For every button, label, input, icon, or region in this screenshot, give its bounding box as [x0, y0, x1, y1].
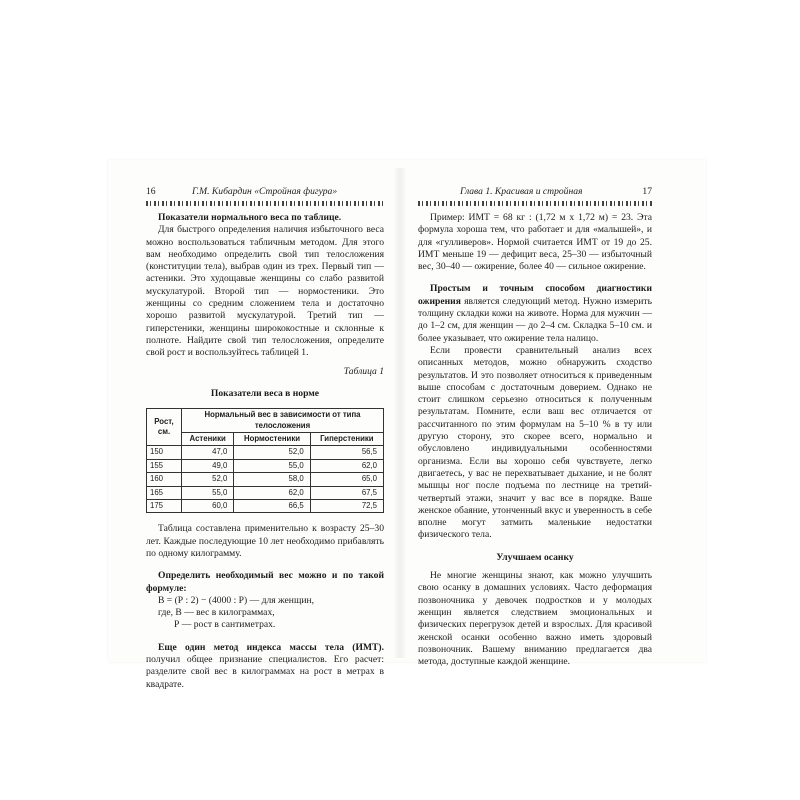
left-page	[146, 186, 384, 691]
table-cell-hypersthenic: 56,5	[310, 446, 383, 459]
formula-line-2: где, В — вес в килограммах,	[158, 607, 275, 619]
left-page-number: 16	[146, 186, 156, 197]
table-cell-asthenic: 55,0	[182, 486, 234, 499]
table-title: Показатели веса в норме	[210, 387, 320, 399]
table-cell-asthenic: 49,0	[182, 459, 234, 472]
right-paragraph-4: Не многие женщины знают, как можно улучшить свою осанку в домашних условиях. Часто деформация позвоночника у девочек подростков и у молодых женщин является следствием эмоциональных и физических перегрузок детей и взрослых. Для красивой женской осанки особенно важно иметь здоровый позвоночник. Вашему вниманию предлагается два метода, доступные каждой женщине.	[418, 570, 652, 668]
right-paragraph-2	[418, 283, 652, 344]
table-cell-asthenic: 52,0	[182, 473, 234, 486]
table-caption: Таблица 1	[343, 365, 384, 377]
left-heading-formula: Определить необходимый вес можно и по такой формуле:	[146, 570, 384, 594]
left-header-ornament	[146, 201, 384, 206]
table-cell-hypersthenic: 62,0	[310, 459, 383, 472]
formula-line-3: Р — рост в сантиметрах.	[174, 619, 276, 631]
table-header-group: Нормальный вес в зависимости от типа телосложения	[182, 409, 384, 433]
right-heading-posture: Улучшаем осанку	[496, 551, 574, 563]
left-paragraph-3-text: получил общее признание специалистов. Его расчет: разделите свой вес в килограммах на рост в метрах в квадрате.	[146, 654, 384, 690]
left-paragraph-3	[146, 642, 384, 691]
table-cell-height: 175	[147, 500, 182, 513]
table-cell-hypersthenic: 72,5	[310, 500, 383, 513]
table-header-hypersthenic: Гиперстеники	[310, 432, 383, 445]
left-running-head	[146, 186, 384, 198]
table-cell-normosthenic: 58,0	[234, 473, 310, 486]
weight-formula	[158, 595, 384, 632]
table-header-height: Рост, см.	[147, 409, 182, 446]
left-heading-normal-weight: Показатели нормального веса по таблице.	[158, 212, 342, 223]
right-paragraph-3: Если провести сравнительный анализ всех описанных методов, можно обнаружить сходство результатов. И это позволяет относиться к приведенным выше способам с достаточным доверием. Однако не стоит слишком серьезно относиться к полученным результатам. Помните, если ваш вес отличается от рассчитанного по этим формулам на 5–10 % в ту или другую сторону, это скорее всего, нормально и обусловлено индивидуальными особенностями организма. Если вы хорошо себя чувствуете, легко двигаетесь, у вас не перехватывает дыхание, и не болят мышцы ног после подъема по лестнице на третий-четвертый этажи, значит у вас все в порядке. Ваше женское обаяние, утонченный вкус и уверенность в себе вполне могут затмить маленькие недостатки физического тела.	[418, 344, 652, 541]
table-cell-normosthenic: 62,0	[234, 486, 310, 499]
table-cell-hypersthenic: 67,5	[310, 486, 383, 499]
table-header-asthenic: Астеники	[182, 432, 234, 445]
right-header-ornament	[418, 201, 652, 206]
left-heading-bmi: Еще один метод индекса массы тела (ИМТ).	[158, 641, 384, 653]
table-cell-normosthenic: 55,0	[234, 459, 310, 472]
right-running-head	[418, 186, 652, 198]
right-running-title: Глава 1. Красивая и стройная	[460, 186, 583, 197]
table-row	[147, 459, 384, 472]
table-cell-normosthenic: 66,5	[234, 500, 310, 513]
table-cell-hypersthenic: 65,0	[310, 473, 383, 486]
table-row	[147, 446, 384, 459]
book-gutter	[393, 168, 407, 658]
table-cell-height: 160	[147, 473, 182, 486]
table-cell-asthenic: 47,0	[182, 446, 234, 459]
left-running-title: Г.М. Кибардин «Стройная фигура»	[192, 186, 338, 197]
table-header-normosthenic: Нормостеники	[234, 432, 310, 445]
right-page	[418, 186, 652, 668]
right-page-number: 17	[642, 186, 652, 197]
table-cell-height: 165	[147, 486, 182, 499]
table-row	[147, 500, 384, 513]
weight-norm-table	[146, 408, 384, 513]
right-paragraph-2-text: является следующий метод. Нужно измерить толщину складки кожи на животе. Норма для мужчин — до 1–2 см, для женщин — до 2–4 см. Складка 5–10 см. и более указывает, что ожирение тела налицо.	[418, 295, 652, 344]
table-cell-height: 155	[147, 459, 182, 472]
right-heading-diagnostics: Простым и точным способом диагностики ожирения	[418, 283, 652, 307]
right-paragraph-1: Пример: ИМТ = 68 кг : (1,72 м х 1,72 м) = 23. Эта формула хороша тем, что работает и для «малышей», и для «гулливеров». Нормой считается ИМТ от 19 до 25. ИМТ меньше 19 — дефицит веса, 25–30 — избыточный вес, 30–40 — ожирение, более 40 — сильное ожирение.	[418, 212, 652, 273]
table-cell-asthenic: 60,0	[182, 500, 234, 513]
left-paragraph-2: Таблица составлена применительно к возрасту 25–30 лет. Каждые последующие 10 лет необходимо прибавлять по одному килограмму.	[146, 523, 384, 559]
table-cell-height: 150	[147, 446, 182, 459]
formula-line-1: В = (Р : 2) − (4000 : Р) — для женщин,	[158, 594, 314, 606]
table-row	[147, 473, 384, 486]
table-row	[147, 486, 384, 499]
table-cell-normosthenic: 52,0	[234, 446, 310, 459]
left-paragraph-1: Для быстрого определения наличия избыточного веса можно воспользоваться табличным методом. Для этого вам необходимо определить свой тип телосложения (конституции тела), выбрав один из трех. Первый тип — астеники. Это худощавые женщины со слабо развитой мускулатурой. Второй тип — нормостеники. Это женщины со средним сложением тела и достаточно хорошо развитой мускулатурой. Третий тип — гиперстеники, женщины ширококостные и склонные к полноте. Найдите свой тип телосложения, определите свой рост и воспользуйтесь таблицей 1.	[146, 224, 384, 359]
